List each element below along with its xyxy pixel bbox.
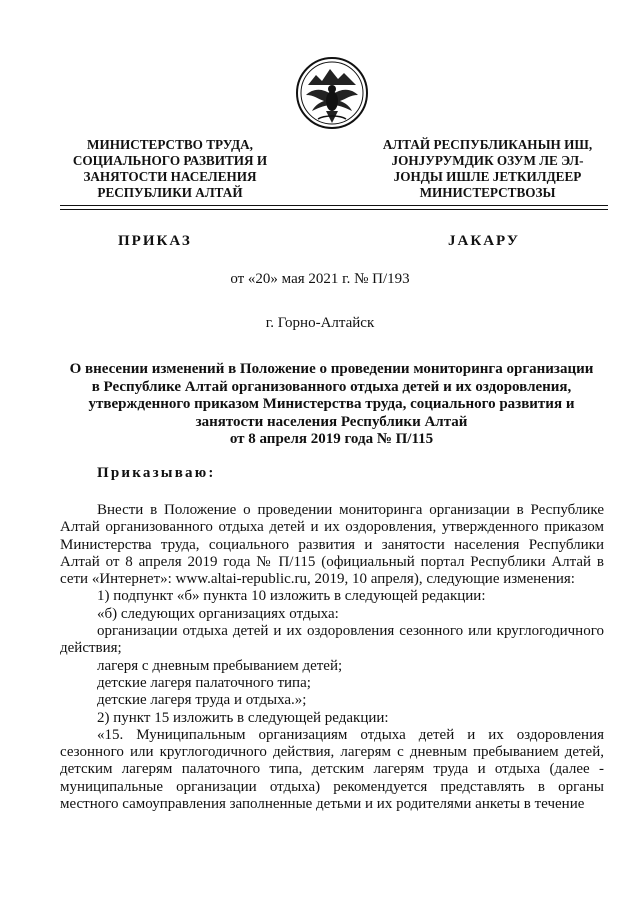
paragraph: организации отдыха детей и их оздоровления сезонного или круглогодичного действия; bbox=[60, 623, 604, 657]
paragraph: лагеря с дневным пребыванием детей; bbox=[97, 657, 343, 674]
header-line: МИНИСТЕРСТВОЗЫ bbox=[419, 185, 556, 200]
title-line: утвержденного приказом Министерства труда, социального развития и bbox=[88, 396, 575, 413]
ministry-name-altai bbox=[365, 137, 610, 201]
document-body bbox=[60, 502, 604, 813]
document-title bbox=[55, 361, 608, 449]
title-line: О внесении изменений в Положение о проведении мониторинга организации bbox=[69, 361, 594, 377]
paragraph: Внести в Положение о проведении мониторинга организации в Республике Алтай организованного отдыха детей и их оздоровления, утвержденного приказом Министерства труда, социального развития и занятости населения Республики Алтай от 8 апреля 2019 года № П/115 (официальный портал Республики Алтай в сети «Интернет»: www.altai-republic.ru, 2019, 10 апреля), следующие изменения: bbox=[60, 502, 604, 588]
city-name: г. Горно-Алтайск bbox=[265, 315, 375, 331]
title-line: в Республике Алтай организованного отдыха детей и их оздоровления, bbox=[91, 378, 572, 395]
paragraph: «б) следующих организациях отдыха: bbox=[97, 605, 339, 622]
header-line: ЗАНЯТОСТИ НАСЕЛЕНИЯ bbox=[83, 169, 257, 184]
header-line: СОЦИАЛЬНОГО РАЗВИТИЯ И bbox=[72, 153, 268, 168]
paragraph: детские лагеря палаточного типа; bbox=[97, 674, 311, 691]
paragraph: 1) подпункт «б» пункта 10 изложить в следующей редакции: bbox=[97, 588, 486, 605]
doc-type-altai: ЈАКАРУ bbox=[448, 233, 520, 249]
coat-of-arms-emblem bbox=[294, 55, 370, 131]
header-line: ЈОНЈУРУМДИК ОЗУМ ЛЕ ЭЛ- bbox=[391, 153, 584, 168]
header-divider-thick bbox=[60, 205, 608, 206]
paragraph: «15. Муниципальным организациям отдыха детей и их оздоровления сезонного или круглогодичного действия, лагерям с дневным пребыванием детей, детским лагерям палаточного типа, детским лагерям труда и отдыха (далее - муниципальные организации отдыха) рекомендуется представлять в органы местного самоуправления заполненные детьми и их родителями анкеты в течение bbox=[60, 726, 604, 813]
header-line: РЕСПУБЛИКИ АЛТАЙ bbox=[97, 185, 243, 200]
title-line: занятости населения Республики Алтай bbox=[195, 413, 468, 430]
order-number-date: от «20» мая 2021 г. № П/193 bbox=[230, 271, 410, 287]
order-word: Приказываю: bbox=[97, 465, 216, 481]
header-line: АЛТАЙ РЕСПУБЛИКАНЫН ИШ, bbox=[382, 137, 593, 152]
title-line: от 8 апреля 2019 года № П/115 bbox=[229, 431, 434, 448]
header-line: МИНИСТЕРСТВО ТРУДА, bbox=[87, 137, 253, 152]
paragraph: 2) пункт 15 изложить в следующей редакции: bbox=[97, 709, 389, 726]
doc-type-russian: ПРИКАЗ bbox=[118, 233, 192, 249]
header-divider-thin bbox=[60, 209, 608, 210]
ministry-name-russian bbox=[55, 137, 285, 201]
paragraph: детские лагеря труда и отдыха.»; bbox=[97, 692, 307, 709]
header-line: ЈОНДЫ ИШЛЕ ЈЕТКИЛДЕЕР bbox=[393, 169, 582, 184]
